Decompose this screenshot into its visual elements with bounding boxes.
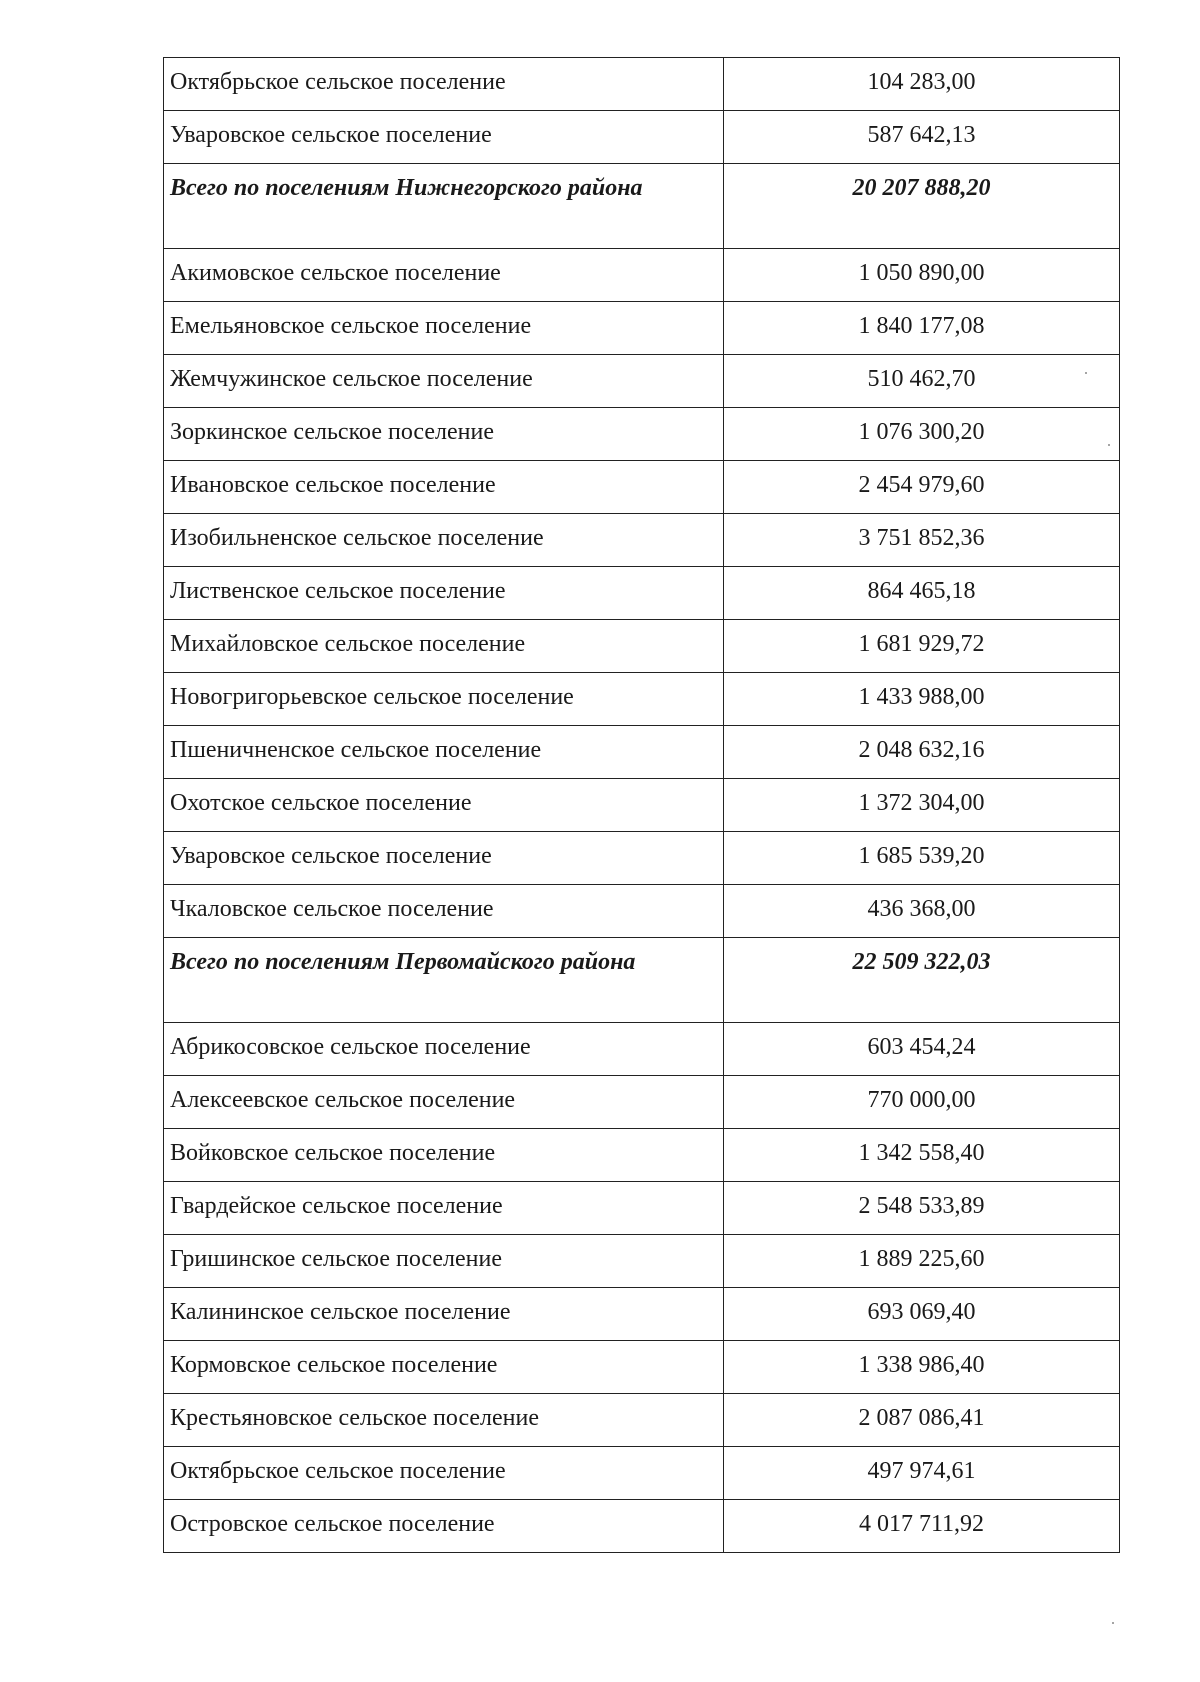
settlement-name-cell: Уваровское сельское поселение bbox=[164, 832, 724, 885]
settlement-name-cell: Изобильненское сельское поселение bbox=[164, 514, 724, 567]
settlement-name-cell: Гришинское сельское поселение bbox=[164, 1235, 724, 1288]
amount-cell: 1 889 225,60 bbox=[724, 1235, 1120, 1288]
amount-cell: 436 368,00 bbox=[724, 885, 1120, 938]
settlement-name-cell: Октябрьское сельское поселение bbox=[164, 58, 724, 111]
amount-cell: 864 465,18 bbox=[724, 567, 1120, 620]
table-row bbox=[164, 1235, 1120, 1288]
table-row bbox=[164, 1447, 1120, 1500]
settlement-name-cell: Лиственское сельское поселение bbox=[164, 567, 724, 620]
settlement-name-cell: Охотское сельское поселение bbox=[164, 779, 724, 832]
amount-cell: 603 454,24 bbox=[724, 1023, 1120, 1076]
table-body bbox=[164, 58, 1120, 1553]
table-row bbox=[164, 514, 1120, 567]
settlement-name-cell: Пшеничненское сельское поселение bbox=[164, 726, 724, 779]
table-row bbox=[164, 408, 1120, 461]
table-row bbox=[164, 1076, 1120, 1129]
table-row bbox=[164, 249, 1120, 302]
settlement-name-cell: Зоркинское сельское поселение bbox=[164, 408, 724, 461]
table-row bbox=[164, 355, 1120, 408]
scan-speck bbox=[1108, 444, 1110, 446]
amount-cell: 2 087 086,41 bbox=[724, 1394, 1120, 1447]
settlements-budget-table bbox=[163, 57, 1120, 1553]
amount-cell: 1 685 539,20 bbox=[724, 832, 1120, 885]
scan-speck bbox=[1085, 372, 1087, 374]
table-row bbox=[164, 726, 1120, 779]
settlement-name-cell: Крестьяновское сельское поселение bbox=[164, 1394, 724, 1447]
amount-cell: 1 372 304,00 bbox=[724, 779, 1120, 832]
settlement-name-cell: Уваровское сельское поселение bbox=[164, 111, 724, 164]
table-row bbox=[164, 620, 1120, 673]
table-row bbox=[164, 832, 1120, 885]
table-row bbox=[164, 673, 1120, 726]
district-total-row bbox=[164, 164, 1120, 249]
settlement-name-cell: Калининское сельское поселение bbox=[164, 1288, 724, 1341]
table-row bbox=[164, 1288, 1120, 1341]
amount-cell: 1 342 558,40 bbox=[724, 1129, 1120, 1182]
district-total-row bbox=[164, 938, 1120, 1023]
table-row bbox=[164, 461, 1120, 514]
settlement-name-cell: Акимовское сельское поселение bbox=[164, 249, 724, 302]
table-row bbox=[164, 111, 1120, 164]
amount-cell: 1 433 988,00 bbox=[724, 673, 1120, 726]
settlement-name-cell: Жемчужинское сельское поселение bbox=[164, 355, 724, 408]
district-total-label: Всего по поселениям Нижнегорского района bbox=[164, 164, 724, 249]
table-row bbox=[164, 1500, 1120, 1553]
amount-cell: 510 462,70 bbox=[724, 355, 1120, 408]
amount-cell: 1 338 986,40 bbox=[724, 1341, 1120, 1394]
amount-cell: 4 017 711,92 bbox=[724, 1500, 1120, 1553]
amount-cell: 587 642,13 bbox=[724, 111, 1120, 164]
amount-cell: 1 840 177,08 bbox=[724, 302, 1120, 355]
settlement-name-cell: Войковское сельское поселение bbox=[164, 1129, 724, 1182]
district-total-amount: 22 509 322,03 bbox=[724, 938, 1120, 1023]
settlement-name-cell: Михайловское сельское поселение bbox=[164, 620, 724, 673]
table-row bbox=[164, 567, 1120, 620]
amount-cell: 497 974,61 bbox=[724, 1447, 1120, 1500]
table-row bbox=[164, 1394, 1120, 1447]
settlement-name-cell: Емельяновское сельское поселение bbox=[164, 302, 724, 355]
settlement-name-cell: Островское сельское поселение bbox=[164, 1500, 724, 1553]
table-row bbox=[164, 885, 1120, 938]
amount-cell: 2 454 979,60 bbox=[724, 461, 1120, 514]
settlement-name-cell: Октябрьское сельское поселение bbox=[164, 1447, 724, 1500]
amount-cell: 1 076 300,20 bbox=[724, 408, 1120, 461]
scan-speck bbox=[1112, 1622, 1114, 1624]
amount-cell: 1 050 890,00 bbox=[724, 249, 1120, 302]
amount-cell: 693 069,40 bbox=[724, 1288, 1120, 1341]
district-total-label: Всего по поселениям Первомайского района bbox=[164, 938, 724, 1023]
settlement-name-cell: Абрикосовское сельское поселение bbox=[164, 1023, 724, 1076]
settlement-name-cell: Алексеевское сельское поселение bbox=[164, 1076, 724, 1129]
amount-cell: 2 048 632,16 bbox=[724, 726, 1120, 779]
amount-cell: 1 681 929,72 bbox=[724, 620, 1120, 673]
amount-cell: 3 751 852,36 bbox=[724, 514, 1120, 567]
district-total-amount: 20 207 888,20 bbox=[724, 164, 1120, 249]
table-row bbox=[164, 779, 1120, 832]
amount-cell: 770 000,00 bbox=[724, 1076, 1120, 1129]
settlement-name-cell: Гвардейское сельское поселение bbox=[164, 1182, 724, 1235]
table-row bbox=[164, 1341, 1120, 1394]
table-row bbox=[164, 302, 1120, 355]
settlement-name-cell: Ивановское сельское поселение bbox=[164, 461, 724, 514]
amount-cell: 2 548 533,89 bbox=[724, 1182, 1120, 1235]
settlement-name-cell: Чкаловское сельское поселение bbox=[164, 885, 724, 938]
settlement-name-cell: Кормовское сельское поселение bbox=[164, 1341, 724, 1394]
table-row bbox=[164, 1182, 1120, 1235]
amount-cell: 104 283,00 bbox=[724, 58, 1120, 111]
settlement-name-cell: Новогригорьевское сельское поселение bbox=[164, 673, 724, 726]
table-row bbox=[164, 58, 1120, 111]
table-row bbox=[164, 1129, 1120, 1182]
table-row bbox=[164, 1023, 1120, 1076]
